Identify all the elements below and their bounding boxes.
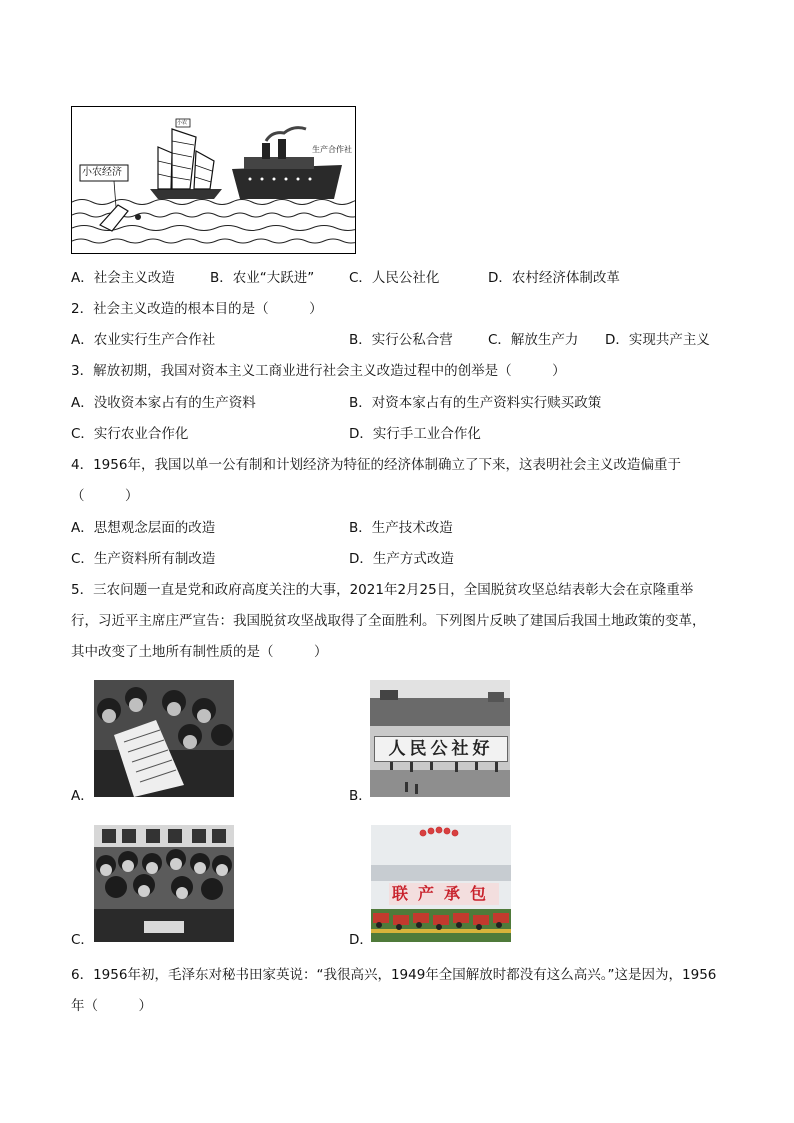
q4-option-a: A．思想观念层面的改造 <box>71 520 216 536</box>
q4-option-b: B．生产技术改造 <box>349 520 453 536</box>
q2-option-c: C．解放生产力 <box>488 332 579 348</box>
q3-stem: 3．解放初期，我国对资本主义工商业进行社会主义改造过程中的创举是（ ） <box>71 363 566 379</box>
banner-household-contract: 联产承包 <box>389 883 499 905</box>
q5-label-d: D． <box>349 932 373 948</box>
photo-c-cooperative-crowd <box>94 825 234 942</box>
q4-stem-line2: （ ） <box>71 488 139 504</box>
q2-option-d: D．实现共产主义 <box>605 332 710 348</box>
q2-option-a: A．农业实行生产合作社 <box>71 332 216 348</box>
q1-option-d: D．农村经济体制改革 <box>488 270 620 286</box>
q1-option-b: B．农业“大跃进” <box>210 270 315 286</box>
caption-cooperative: 生产合作社 <box>312 145 352 154</box>
q5-label-a: A． <box>71 788 94 804</box>
q5-label-c: C． <box>71 932 94 948</box>
q6-stem-line2: 年（ ） <box>71 998 152 1014</box>
q4-stem-line1: 4．1956年，我国以单一公有制和计划经济为特征的经济体制确立了下来，这表明社会主义改造偏重于 <box>71 457 681 473</box>
cartoon-figure <box>71 106 356 254</box>
q2-stem: 2．社会主义改造的根本目的是（ ） <box>71 301 323 317</box>
photo-a-land-reform <box>94 680 234 797</box>
q2-option-b: B．实行公私合营 <box>349 332 453 348</box>
q3-option-a: A．没收资本家占有的生产资料 <box>71 395 256 411</box>
q5-stem-line2: 行，习近平主席庄严宣告：我国脱贫攻坚战取得了全面胜利。下列图片反映了建国后我国土地政策的变革， <box>71 613 706 629</box>
banner-peoples-commune: 人民公社好 <box>374 736 508 762</box>
photo-d-household-contract <box>371 825 511 942</box>
photo-b-peoples-commune <box>370 680 510 797</box>
q1-option-a: A．社会主义改造 <box>71 270 175 286</box>
q1-option-c: C．人民公社化 <box>349 270 440 286</box>
q4-option-d: D．生产方式改造 <box>349 551 454 567</box>
q3-option-d: D．实行手工业合作化 <box>349 426 481 442</box>
q5-stem-line3: 其中改变了土地所有制性质的是（ ） <box>71 644 328 660</box>
flag-label: 小农 <box>177 120 188 126</box>
q4-option-c: C．生产资料所有制改造 <box>71 551 216 567</box>
q5-label-b: B． <box>349 788 372 804</box>
q5-stem-line1: 5．三农问题一直是党和政府高度关注的大事，2021年2月25日，全国脱贫攻坚总结表彰大会在京隆重举 <box>71 582 694 598</box>
q6-stem-line1: 6．1956年初，毛泽东对秘书田家英说：“我很高兴，1949年全国解放时都没有这么高兴。”这是因为，1956 <box>71 967 717 983</box>
caption-small-farming: 小农经济 <box>82 167 122 178</box>
q3-option-b: B．对资本家占有的生产资料实行赎买政策 <box>349 395 602 411</box>
q3-option-c: C．实行农业合作化 <box>71 426 189 442</box>
